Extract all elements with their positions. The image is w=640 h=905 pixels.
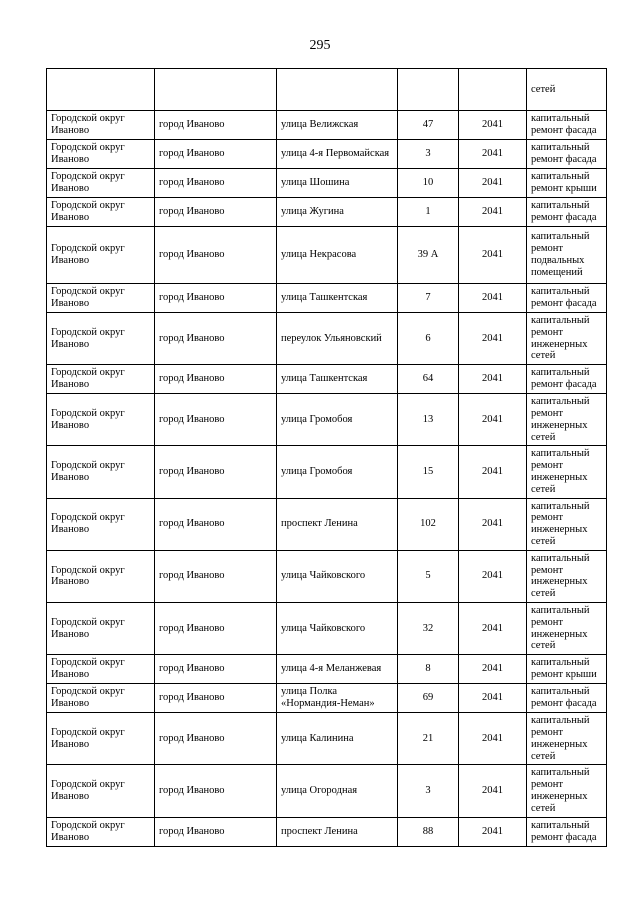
table-row (47, 111, 607, 140)
house-number-cell: 1 (398, 198, 459, 227)
table-row (47, 69, 607, 111)
okrug-cell: Городской округ Иваново (47, 313, 155, 365)
okrug-cell: Городской округ Иваново (47, 169, 155, 198)
okrug-cell: Городской округ Иваново (47, 394, 155, 446)
okrug-cell: Городской округ Иваново (47, 498, 155, 550)
work-type-cell: капитальный ремонт фасада (527, 198, 607, 227)
work-type-cell: капитальный ремонт фасада (527, 111, 607, 140)
year-cell: 2041 (459, 169, 527, 198)
street-cell: улица Жугина (277, 198, 398, 227)
city-cell: город Иваново (155, 169, 277, 198)
city-cell: город Иваново (155, 655, 277, 684)
street-cell: улица Громобоя (277, 394, 398, 446)
work-type-cell: капитальный ремонт инженерных сетей (527, 313, 607, 365)
table-row (47, 602, 607, 654)
page-number: 295 (309, 38, 331, 53)
year-cell: 2041 (459, 198, 527, 227)
table-row (47, 446, 607, 498)
work-type-cell: капитальный ремонт фасада (527, 284, 607, 313)
year-cell: 2041 (459, 817, 527, 846)
year-cell (459, 69, 527, 111)
okrug-cell: Городской округ Иваново (47, 765, 155, 817)
house-number-cell: 102 (398, 498, 459, 550)
year-cell: 2041 (459, 446, 527, 498)
table-row (47, 313, 607, 365)
work-type-cell: капитальный ремонт фасада (527, 365, 607, 394)
city-cell: город Иваново (155, 765, 277, 817)
house-number-cell (398, 69, 459, 111)
street-cell: проспект Ленина (277, 498, 398, 550)
city-cell: город Иваново (155, 394, 277, 446)
city-cell: город Иваново (155, 713, 277, 765)
work-type-cell: капитальный ремонт инженерных сетей (527, 602, 607, 654)
okrug-cell (47, 69, 155, 111)
table-row (47, 140, 607, 169)
city-cell: город Иваново (155, 498, 277, 550)
work-type-cell: капитальный ремонт фасада (527, 140, 607, 169)
city-cell: город Иваново (155, 140, 277, 169)
year-cell: 2041 (459, 602, 527, 654)
work-type-cell: капитальный ремонт крыши (527, 169, 607, 198)
work-type-cell: сетей (527, 69, 607, 111)
city-cell: город Иваново (155, 111, 277, 140)
okrug-cell: Городской округ Иваново (47, 365, 155, 394)
okrug-cell: Городской округ Иваново (47, 446, 155, 498)
table-row (47, 713, 607, 765)
house-number-cell: 69 (398, 684, 459, 713)
street-cell: улица 4-я Меланжевая (277, 655, 398, 684)
okrug-cell: Городской округ Иваново (47, 713, 155, 765)
street-cell: улица Громобоя (277, 446, 398, 498)
street-cell: улица Полка «Нормандия-Неман» (277, 684, 398, 713)
house-number-cell: 7 (398, 284, 459, 313)
city-cell: город Иваново (155, 550, 277, 602)
city-cell: город Иваново (155, 446, 277, 498)
okrug-cell: Городской округ Иваново (47, 140, 155, 169)
okrug-cell: Городской округ Иваново (47, 817, 155, 846)
table-row (47, 550, 607, 602)
street-cell: улица Ташкентская (277, 284, 398, 313)
year-cell: 2041 (459, 713, 527, 765)
okrug-cell: Городской округ Иваново (47, 550, 155, 602)
city-cell: город Иваново (155, 227, 277, 284)
house-number-cell: 3 (398, 140, 459, 169)
street-cell: улица Чайковского (277, 602, 398, 654)
work-type-cell: капитальный ремонт инженерных сетей (527, 765, 607, 817)
year-cell: 2041 (459, 498, 527, 550)
house-number-cell: 8 (398, 655, 459, 684)
street-cell: улица Калинина (277, 713, 398, 765)
okrug-cell: Городской округ Иваново (47, 655, 155, 684)
work-type-cell: капитальный ремонт крыши (527, 655, 607, 684)
street-cell: проспект Ленина (277, 817, 398, 846)
okrug-cell: Городской округ Иваново (47, 227, 155, 284)
city-cell: город Иваново (155, 817, 277, 846)
year-cell: 2041 (459, 365, 527, 394)
street-cell: переулок Ульяновский (277, 313, 398, 365)
city-cell (155, 69, 277, 111)
street-cell: улица Некрасова (277, 227, 398, 284)
city-cell: город Иваново (155, 284, 277, 313)
table-row (47, 765, 607, 817)
year-cell: 2041 (459, 227, 527, 284)
house-number-cell: 21 (398, 713, 459, 765)
work-type-cell: капитальный ремонт инженерных сетей (527, 498, 607, 550)
year-cell: 2041 (459, 655, 527, 684)
work-type-cell: капитальный ремонт фасада (527, 684, 607, 713)
year-cell: 2041 (459, 140, 527, 169)
house-number-cell: 6 (398, 313, 459, 365)
work-type-cell: капитальный ремонт подвальных помещений (527, 227, 607, 284)
table-row (47, 227, 607, 284)
table-row (47, 394, 607, 446)
table-row (47, 365, 607, 394)
table-row (47, 817, 607, 846)
table-row (47, 655, 607, 684)
house-number-cell: 39 А (398, 227, 459, 284)
okrug-cell: Городской округ Иваново (47, 198, 155, 227)
work-type-cell: капитальный ремонт инженерных сетей (527, 550, 607, 602)
house-number-cell: 15 (398, 446, 459, 498)
table-row (47, 198, 607, 227)
year-cell: 2041 (459, 111, 527, 140)
city-cell: город Иваново (155, 313, 277, 365)
city-cell: город Иваново (155, 365, 277, 394)
work-type-cell: капитальный ремонт фасада (527, 817, 607, 846)
okrug-cell: Городской округ Иваново (47, 111, 155, 140)
house-number-cell: 88 (398, 817, 459, 846)
city-cell: город Иваново (155, 602, 277, 654)
table-row (47, 284, 607, 313)
year-cell: 2041 (459, 284, 527, 313)
house-number-cell: 10 (398, 169, 459, 198)
okrug-cell: Городской округ Иваново (47, 602, 155, 654)
street-cell: улица 4-я Первомайская (277, 140, 398, 169)
year-cell: 2041 (459, 313, 527, 365)
table-row (47, 684, 607, 713)
house-number-cell: 13 (398, 394, 459, 446)
house-number-cell: 64 (398, 365, 459, 394)
okrug-cell: Городской округ Иваново (47, 684, 155, 713)
work-type-cell: капитальный ремонт инженерных сетей (527, 446, 607, 498)
street-cell: улица Шошина (277, 169, 398, 198)
street-cell (277, 69, 398, 111)
table-body (47, 69, 607, 847)
house-number-cell: 5 (398, 550, 459, 602)
year-cell: 2041 (459, 550, 527, 602)
street-cell: улица Огородная (277, 765, 398, 817)
house-number-cell: 32 (398, 602, 459, 654)
table-row (47, 169, 607, 198)
year-cell: 2041 (459, 765, 527, 817)
repair-schedule-table (46, 68, 607, 847)
city-cell: город Иваново (155, 198, 277, 227)
year-cell: 2041 (459, 684, 527, 713)
house-number-cell: 47 (398, 111, 459, 140)
house-number-cell: 3 (398, 765, 459, 817)
table-row (47, 498, 607, 550)
street-cell: улица Велижская (277, 111, 398, 140)
okrug-cell: Городской округ Иваново (47, 284, 155, 313)
city-cell: город Иваново (155, 684, 277, 713)
work-type-cell: капитальный ремонт инженерных сетей (527, 713, 607, 765)
year-cell: 2041 (459, 394, 527, 446)
street-cell: улица Ташкентская (277, 365, 398, 394)
street-cell: улица Чайковского (277, 550, 398, 602)
work-type-cell: капитальный ремонт инженерных сетей (527, 394, 607, 446)
